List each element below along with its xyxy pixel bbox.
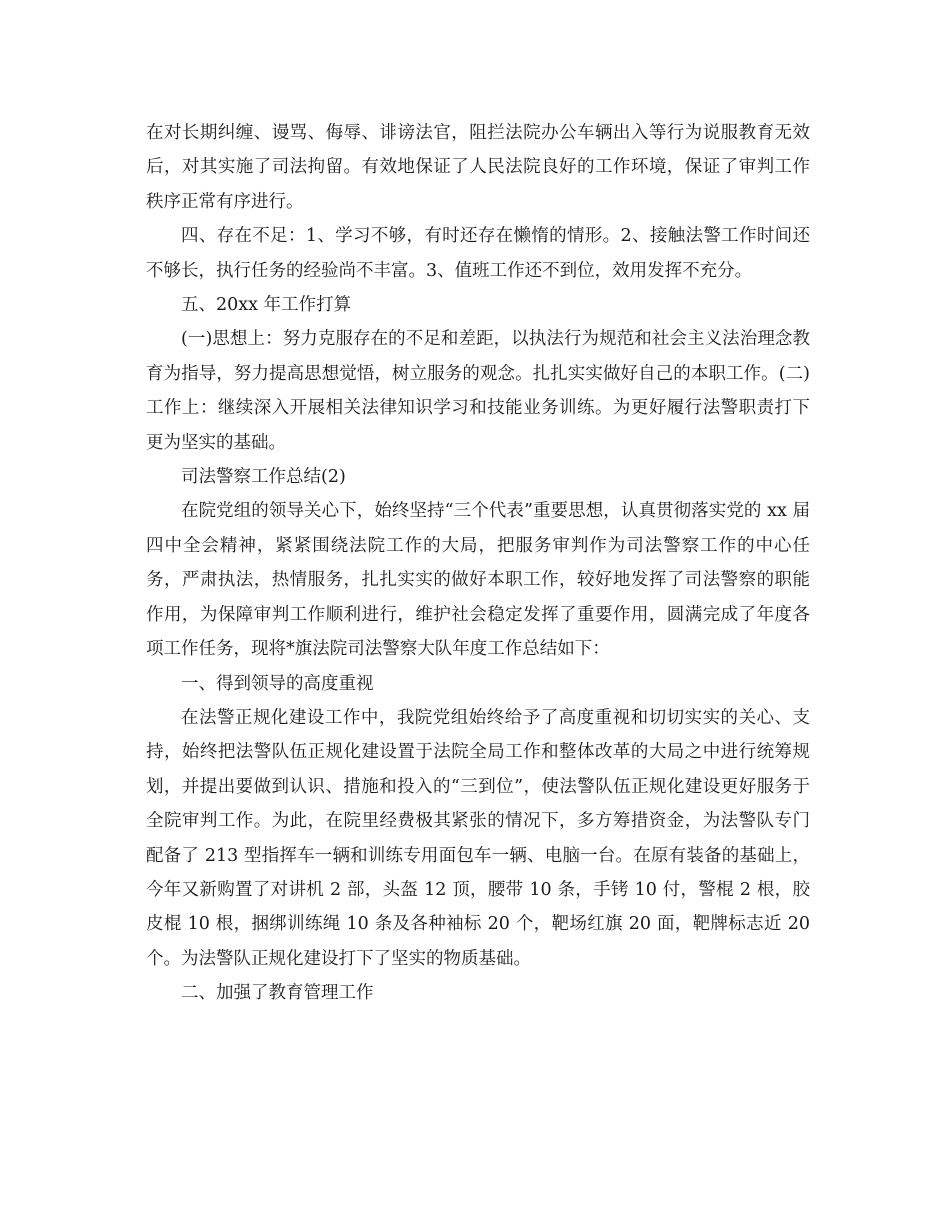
section-heading-education: 二、加强了教育管理工作	[181, 983, 374, 1004]
paragraph-leadership: 在法警正规化建设工作中，我院党组始终给予了高度重视和切切实实的关心、支持，始终把法警队伍正规化建设置于法院全局工作和整体改革的大局之中进行统筹规划，并提出要做到认识、措施和投入的“三到位”，使法警队伍正规化建设更好服务于全院审判工作。为此，在院里经费极其紧张的情况下，多方筹措资金，为法警队专门配备了 213 型指挥车一辆和训练专用面包车一辆、电脑一台。在原有装备的基础上，今年又新购置了对讲机 2 部，头盔 12 顶，腰带 10 条，手铐 10 付，警棍 2 根，胶皮棍 10 根，捆绑训练绳 10 条及各种袖标 20 个，靶场红旗 20 面，靶牌标志近 20 个。为法警队正规化建设打下了坚实的物质基础。	[146, 707, 810, 969]
section-heading-leadership: 一、得到领导的高度重视	[181, 673, 374, 694]
section-heading-work-plan: 五、20xx 年工作打算	[181, 295, 352, 316]
paragraph-continuation: 在对长期纠缠、谩骂、侮辱、诽谤法官，阻拦法院办公车辆出入等行为说服教育无效后，对其实施了司法拘留。有效地保证了人民法院良好的工作环境，保证了审判工作秩序正常有序进行。	[146, 123, 810, 212]
document-body	[146, 116, 810, 1011]
paragraph-introduction: 在院党组的领导关心下，始终坚持“三个代表”重要思想，认真贯彻落实党的 xx 届四中全会精神，紧紧围绕法院工作的大局，把服务审判作为司法警察工作的中心任务，严肃执法，热情服务，扎扎实实的做好本职工作，较好地发挥了司法警察的职能作用，为保障审判工作顺利进行，维护社会稳定发挥了重要作用，圆满完成了年度各项工作任务，现将*旗法院司法警察大队年度工作总结如下：	[146, 501, 810, 660]
document-title-summary-2: 司法警察工作总结(2)	[181, 467, 346, 488]
paragraph-shortcomings: 四、存在不足：1、学习不够，有时还存在懒惰的情形。2、接触法警工作时间还不够长，执行任务的经验尚不丰富。3、值班工作还不到位，效用发挥不充分。	[146, 226, 810, 281]
paragraph-work-plan: (一)思想上：努力克服存在的不足和差距，以执法行为规范和社会主义法治理念教育为指导，努力提高思想觉悟，树立服务的观念。扎扎实实做好自己的本职工作。(二)工作上：继续深入开展相关法律知识学习和技能业务训练。为更好履行法警职责打下更为坚实的基础。	[146, 329, 810, 453]
